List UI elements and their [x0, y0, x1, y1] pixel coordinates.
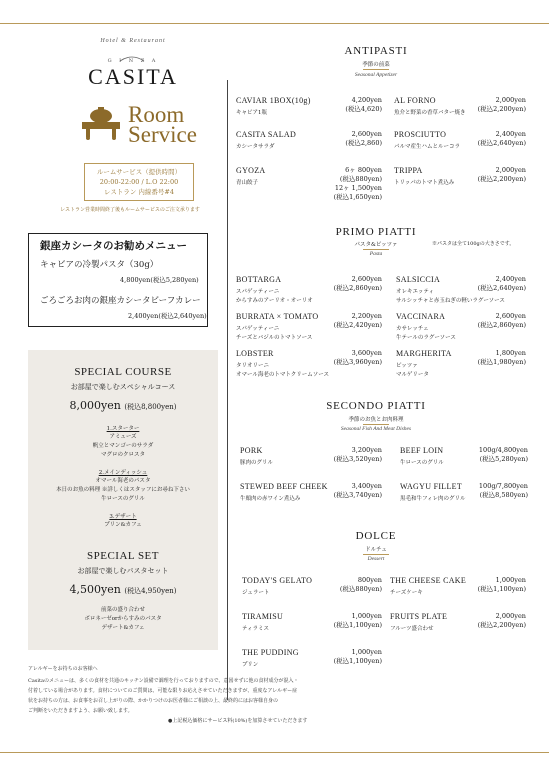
primo-en: Pasta [369, 251, 383, 257]
price-tax: (税込3,960yen) [333, 358, 382, 366]
price-tax: (税込8,580yen) [479, 491, 528, 499]
menu-item-name: THE PUDDING [242, 648, 299, 657]
recommend-price-2: 2,400yen(税込2,640yen) [128, 312, 207, 320]
antipasti-divider [363, 69, 389, 70]
course-main-head: 2.メインディッシュ [98, 470, 148, 476]
price-base: 2,600yen [351, 130, 382, 138]
price-base: 3,600yen [351, 349, 382, 357]
allergy-line-1: Casitaのメニューは、多くの食材を共通のキッチン設備で調理を行っておりますので、意図せずに他の食材成分が混入・ [28, 678, 299, 684]
price-base: 2,600yen [351, 275, 382, 283]
price-base: 2,000yen [495, 96, 526, 104]
menu-item-jp: 魚介と野菜の香草バター焼き [394, 110, 466, 116]
menu-item-jp: オレキエッティ [396, 289, 434, 295]
menu-item-jp: 黒毛和牛フィレ肉のグリル [400, 496, 466, 502]
menu-item-name: GYOZA [236, 166, 266, 175]
price-tax: (税込5,280yen) [479, 455, 528, 463]
course-subtitle: お部屋で楽しむスペシャルコース [70, 383, 176, 391]
course-title: SPECIAL COURSE [74, 366, 172, 378]
secondo-title: SECONDO PIATTI [326, 400, 426, 412]
menu-item-jp: スパゲッティーニ [236, 326, 280, 332]
price-base: 6ヶ 800yen [345, 166, 382, 174]
menu-item-jp-2: オマール海老のトマトクリームソース [236, 372, 330, 378]
menu-item-price [316, 446, 382, 464]
dolce-divider [363, 554, 389, 555]
price-base: 100g/4,800yen [478, 446, 528, 454]
price-tax: (税込1,100yen) [333, 657, 382, 665]
menu-item-jp: フルーツ盛合わせ [390, 626, 434, 632]
menu-item-jp: カサレッチェ [396, 326, 429, 332]
price-base: 4,200yen [351, 96, 382, 104]
price-tax: (税込2,200yen) [477, 175, 526, 183]
price-tax: (税込2,200yen) [477, 621, 526, 629]
hotel-brand-name: CASITA [88, 64, 178, 89]
price-base: 2,400yen [495, 275, 526, 283]
course-price-main: 8,000yen [69, 399, 121, 412]
price-base: 1,800yen [495, 349, 526, 357]
menu-item-jp: 豚肉のグリル [240, 460, 274, 466]
allergy-line-4: ご判断をいただきますよう、お願い致します。 [28, 708, 133, 714]
recommend-title: 銀座カシータのお勧めメニュー [40, 240, 187, 252]
menu-item-jp: タリオリーニ [236, 363, 269, 369]
set-subtitle: お部屋で楽しむパスタセット [77, 567, 169, 575]
menu-item-jp: チーズケーキ [390, 590, 423, 596]
set-item-3: デザート&カフェ [101, 625, 145, 631]
menu-item-price [318, 130, 382, 148]
price-base: 2,200yen [351, 312, 382, 320]
top-rule [0, 23, 549, 24]
bottom-rule [0, 752, 549, 753]
menu-item-jp-2: からすみのアーリオ・オーリオ [236, 298, 313, 304]
menu-item-jp: カシータサラダ [236, 144, 275, 150]
course-starter-head: 1.スターター [106, 426, 140, 432]
menu-item-name: BOTTARGA [236, 275, 282, 284]
price-tax: (税込1,100yen) [477, 585, 526, 593]
dolce-title: DOLCE [355, 530, 397, 542]
price-tax: (税込2,860yen) [477, 321, 526, 329]
menu-item-name: PORK [240, 446, 263, 455]
menu-item-jp: 青山餃子 [236, 180, 259, 186]
course-starter-3: マグロのクロスタ [100, 452, 145, 458]
hotel-ginza: G I N Z A [107, 58, 159, 64]
menu-item-name: FRUITS PLATE [390, 612, 448, 621]
price-tax: (税込2,860) [345, 139, 382, 147]
menu-item-price [316, 275, 382, 293]
menu-item-price [456, 446, 528, 464]
recommend-item-2: ごろごろお肉の銀座カシータビーフカレー [40, 296, 201, 306]
menu-item-price [306, 166, 382, 202]
menu-item-name: CASITA SALAD [236, 130, 297, 139]
price-tax: (税込880yen) [339, 585, 382, 593]
secondo-jp: 季節のお魚とお肉料理 [348, 417, 404, 423]
menu-item-name: SALSICCIA [396, 275, 441, 284]
price-tax: (税込4,620) [345, 105, 382, 113]
room-service-title-2: Service [128, 122, 197, 147]
antipasti-en: Seasonal Appetizer [354, 72, 398, 78]
price-base: 2,400yen [495, 130, 526, 138]
price-tax: (税込880yen) [339, 175, 382, 183]
dolce-en: Dessert [367, 556, 385, 562]
price-tax: (税込2,420yen) [333, 321, 382, 329]
hours-box [84, 163, 194, 201]
primo-divider [363, 249, 389, 250]
price-base: 1,000yen [351, 612, 382, 620]
price-tax: (税込1,100yen) [333, 621, 382, 629]
menu-item-jp: 牛頬肉の赤ワイン煮込み [240, 496, 301, 502]
menu-item-price [460, 275, 526, 293]
secondo-en: Seasonal Fish And Meat Dishes [340, 426, 412, 432]
hours-tel: レストラン 内線番号#4 [104, 188, 174, 196]
menu-item-name: TODAY'S GELATO [242, 576, 313, 585]
menu-item-price [316, 648, 382, 666]
course-main-3: 牛ロースのグリル [101, 496, 145, 502]
menu-item-price [318, 96, 382, 114]
column-divider [227, 80, 228, 700]
course-dessert-head: 3.デザート [109, 514, 137, 520]
menu-item-name: WAGYU FILLET [400, 482, 463, 491]
course-price-tax: (税込8,800yen) [124, 403, 177, 411]
menu-item-name: TIRAMISU [242, 612, 284, 621]
menu-item-price [456, 482, 528, 500]
menu-item-price [460, 96, 526, 114]
price-base: 3,400yen [351, 482, 382, 490]
course-starter-1: アミューズ [109, 434, 137, 440]
menu-item-jp-2: マルゲリータ [396, 372, 429, 378]
antipasti-jp: 季節の前菜 [362, 62, 390, 68]
menu-item-name: TRIPPA [394, 166, 423, 175]
menu-item-name: VACCINARA [396, 312, 446, 321]
price-base: 3,200yen [351, 446, 382, 454]
dolce-jp: ドルチェ [365, 547, 387, 553]
set-price [28, 583, 218, 596]
menu-item-jp: ジェラート [242, 590, 270, 596]
menu-item-name: BEEF LOIN [400, 446, 444, 455]
set-price-tax: (税込4,950yen) [124, 587, 177, 595]
hours-note: レストラン営業時間終了後もルームサービスのご注文承ります [60, 207, 200, 213]
price-base: 2,000yen [495, 166, 526, 174]
menu-item-price [316, 576, 382, 594]
price-tax-2: (税込1,650yen) [333, 193, 382, 201]
secondo-divider [363, 424, 389, 425]
crown-logo-icon [102, 48, 162, 58]
price-base: 800yen [357, 576, 382, 584]
menu-item-name: CAVIAR 1BOX(10g) [236, 96, 311, 105]
hours-title: ルームサービス（提供時間） [96, 168, 182, 176]
antipasti-title: ANTIPASTI [344, 45, 408, 57]
set-title: SPECIAL SET [86, 550, 159, 562]
menu-item-price [460, 312, 526, 330]
course-starter-2: 帆立とマンゴーのサラダ [92, 443, 154, 449]
course-price [28, 399, 218, 412]
menu-item-price [316, 312, 382, 330]
recommend-price-1: 4,800yen(税込5,280yen) [120, 276, 199, 284]
menu-item-jp: ティラミス [242, 626, 270, 632]
price-tax: (税込2,640yen) [477, 139, 526, 147]
menu-item-name: LOBSTER [236, 349, 274, 358]
price-base: 2,600yen [495, 312, 526, 320]
menu-item-name: MARGHERITA [396, 349, 452, 358]
menu-item-jp: パルマ産生ハムとルーコラ [394, 144, 461, 150]
price-tax: (税込3,520yen) [333, 455, 382, 463]
course-main-2: 本日のお魚の料理 ※詳しくはスタッフにお尋ね下さい [56, 487, 190, 493]
menu-item-jp: 牛ロースのグリル [400, 460, 444, 466]
price-base: 2,000yen [495, 612, 526, 620]
price-tax: (税込3,740yen) [333, 491, 382, 499]
room-service-cart-icon [78, 106, 124, 140]
menu-item-price [316, 482, 382, 500]
service-charge-note: ●上記税込価格にサービス料(10%)を加算させていただきます [168, 718, 308, 724]
price-tax: (税込1,980yen) [477, 358, 526, 366]
menu-item-jp: キャビア1瓶 [236, 110, 267, 116]
price-base: 100g/7,800yen [478, 482, 528, 490]
set-item-1: 前菜の盛り合わせ [100, 607, 145, 613]
menu-item-price [460, 349, 526, 367]
menu-item-jp: プリン [242, 662, 259, 668]
menu-item-jp-2: 牛テールのラグーソース [396, 335, 456, 341]
menu-item-jp: トリッパのトマト煮込み [394, 180, 455, 186]
menu-item-price [460, 130, 526, 148]
primo-note: ※パスタは全て100gの大きさです。 [432, 241, 515, 247]
menu-item-price [460, 576, 526, 594]
allergy-line-3: 状をお持ちの方は、お食事をお召し上がりの際、かかりつけのお医者様にご相談の上、最終的にはお客様自身の [28, 698, 279, 704]
hours-time: 20:00-22:00 / L.O 22:00 [99, 178, 179, 186]
allergy-title: アレルギーをお持ちのお客様へ [28, 666, 98, 672]
menu-item-name: PROSCIUTTO [394, 130, 447, 139]
menu-item-jp: スパゲッティーニ [236, 289, 280, 295]
course-main-1: オマール海老のパスタ [95, 478, 151, 484]
menu-item-price [460, 612, 526, 630]
primo-title: PRIMO PIATTI [335, 226, 417, 238]
price-tax: (税込2,640yen) [477, 284, 526, 292]
menu-item-price [316, 612, 382, 630]
menu-item-jp-2: チーズとバジルのトマトソース [236, 335, 313, 341]
allergy-line-2: 付着している場合があります。食材についてのご質問は、可能な限りお応えさせていただきますが、重度なアレルギー症 [28, 688, 298, 694]
menu-item-name: THE CHEESE CAKE [390, 576, 467, 585]
set-price-main: 4,500yen [69, 583, 121, 596]
menu-item-name: BURRATA × TOMATO [236, 312, 319, 321]
price-base: 1,000yen [495, 576, 526, 584]
price-tax: (税込2,200yen) [477, 105, 526, 113]
price-tax: (税込2,860yen) [333, 284, 382, 292]
recommend-item-1: キャビアの冷製パスタ（30g） [40, 260, 159, 270]
menu-item-jp: ピッツァ [396, 363, 418, 369]
hotel-subtitle: Hotel & Restaurant [100, 38, 166, 44]
menu-item-price [316, 349, 382, 367]
menu-item-name: AL FORNO [394, 96, 436, 105]
price-base: 1,000yen [351, 648, 382, 656]
primo-jp: パスタ&ピッツァ [354, 242, 398, 248]
menu-item-name: STEWED BEEF CHEEK [240, 482, 328, 491]
price-base-2: 12ヶ 1,500yen [334, 184, 382, 192]
menu-item-price [460, 166, 526, 184]
course-dessert-1: プリン&カフェ [104, 522, 142, 528]
menu-item-jp-2: サルシッチャと赤玉ねぎの軽いラグーソース [396, 298, 505, 304]
set-item-2: ボロネーゼorからすみのパスタ [84, 616, 162, 622]
room-service-title-1: Room [128, 102, 185, 127]
